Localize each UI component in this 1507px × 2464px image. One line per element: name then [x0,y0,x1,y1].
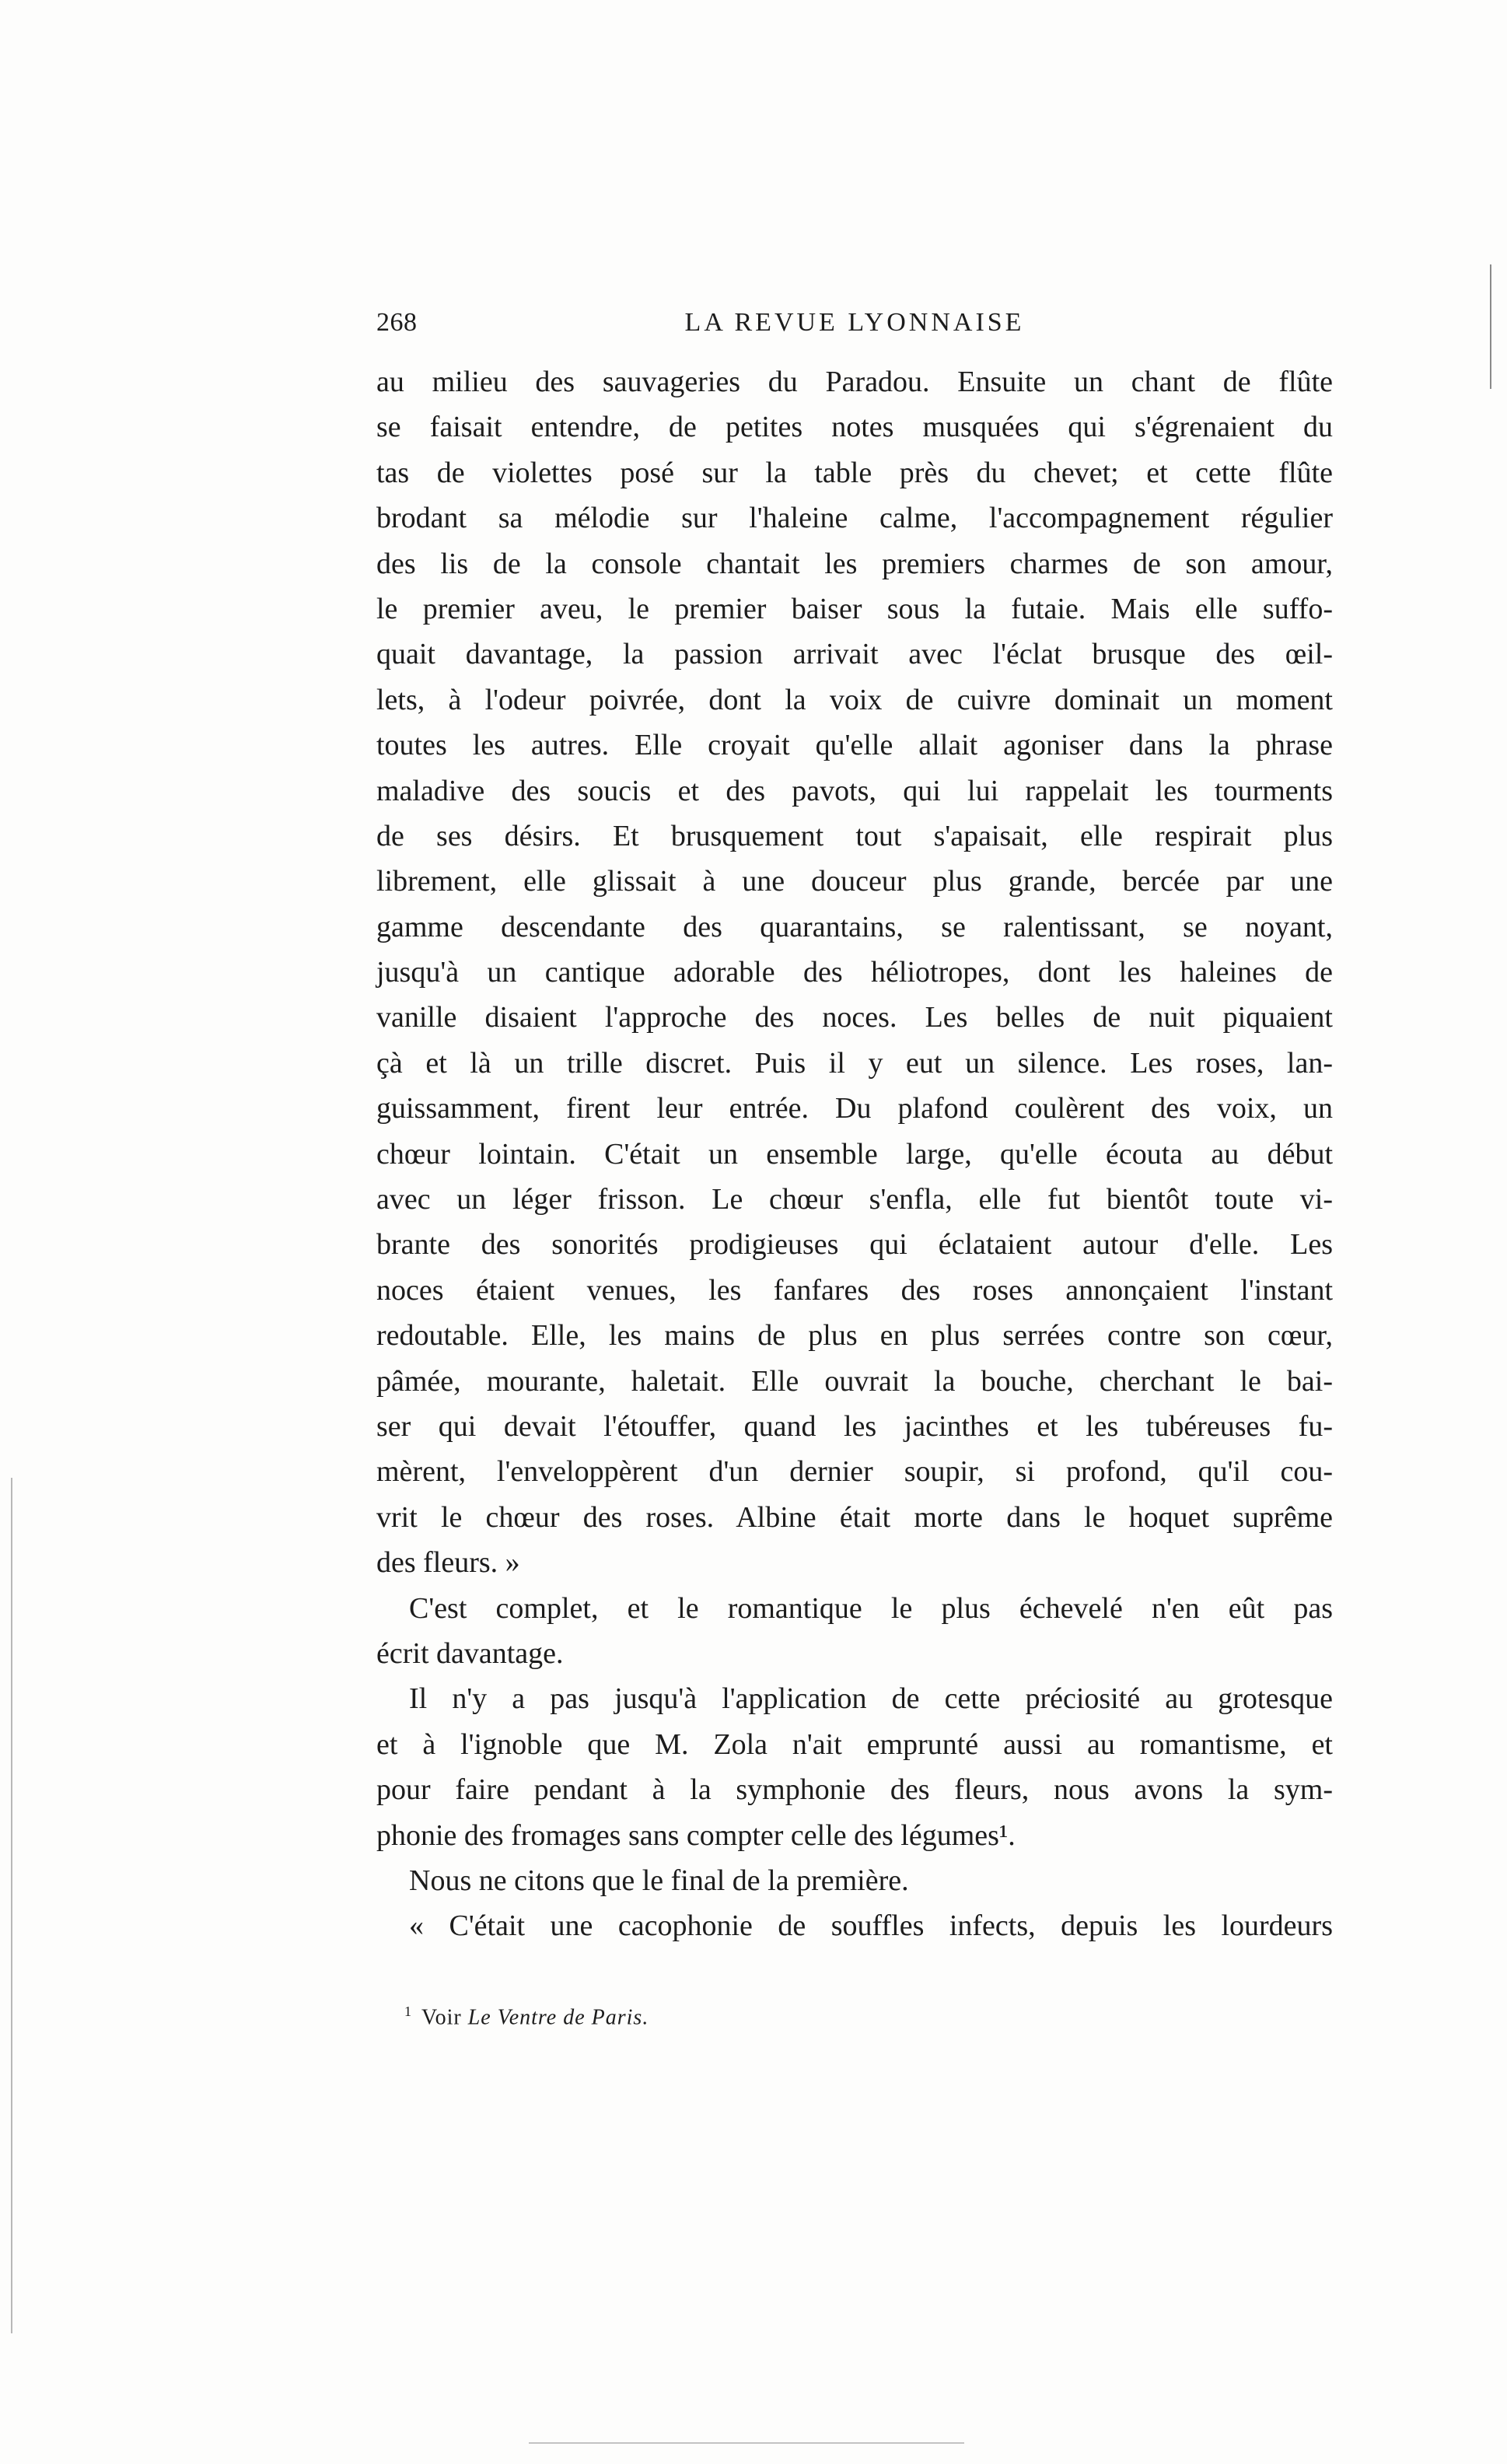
footnote-mark: 1 [404,2004,412,2019]
text-line: toutes les autres. Elle croyait qu'elle allait agoniser dans la phrase [376,729,1333,762]
text-line: maladive des soucis et des pavots, qui lui rappelait les tourments [376,774,1333,807]
text-line: lets, à l'odeur poivrée, dont la voix de cuivre dominait un moment [376,683,1333,716]
footnote [404,2004,649,2030]
text-line: des lis de la console chantait les premiers charmes de son amour, [376,547,1333,580]
text-line: chœur lointain. C'était un ensemble large, qu'elle écouta au début [376,1137,1333,1171]
text-line: brodant sa mélodie sur l'haleine calme, l'accompagnement régulier [376,502,1333,535]
text-line: jusqu'à un cantique adorable des héliotropes, dont les haleines de [376,956,1333,989]
text-line: librement, elle glissait à une douceur plus grande, bercée par une [376,865,1333,898]
text-line: « C'était une cacophonie de souffles infects, depuis les lourdeurs [409,1909,1333,1943]
text-line: de ses désirs. Et brusquement tout s'apaisait, elle respirait plus [376,819,1333,852]
text-line: écrit davantage. [376,1636,564,1670]
text-line: pâmée, mourante, haletait. Elle ouvrait la bouche, cherchant le bai- [376,1364,1333,1398]
text-line: Il n'y a pas jusqu'à l'application de cette préciosité au grotesque [409,1682,1333,1716]
text-line: redoutable. Elle, les mains de plus en plus serrées contre son cœur, [376,1319,1333,1353]
text-line: quait davantage, la passion arrivait avec l'éclat brusque des œil- [376,638,1333,671]
footnote-prefix: Voir [421,2005,462,2030]
text-line: vanille disaient l'approche des noces. Les belles de nuit piquaient [376,1001,1333,1034]
text-line: mèrent, l'enveloppèrent d'un dernier soupir, si profond, qu'il cou- [376,1455,1333,1489]
text-line: phonie des fromages sans compter celle des légumes¹. [376,1818,1016,1852]
text-line: des fleurs. » [376,1546,520,1580]
page-header [376,308,1333,347]
text-line: au milieu des sauvageries du Paradou. Ensuite un chant de flûte [376,366,1333,398]
text-line: C'est complet, et le romantique le plus échevelé n'en eût pas [409,1591,1333,1625]
text-line: çà et là un trille discret. Puis il y eut un silence. Les roses, lan- [376,1046,1333,1080]
margin-mark-right [1490,264,1491,389]
text-line: avec un léger frisson. Le chœur s'enfla, elle fut bientôt toute vi- [376,1183,1333,1216]
body-text [376,359,1333,1949]
text-line: ser qui devait l'étouffer, quand les jacinthes et les tubéreuses fu- [376,1409,1333,1443]
text-line: et à l'ignoble que M. Zola n'ait emprunté aussi au romantisme, et [376,1727,1333,1761]
text-line: le premier aveu, le premier baiser sous la futaie. Mais elle suffo- [376,592,1333,625]
text-line: guissamment, firent leur entrée. Du plafond coulèrent des voix, un [376,1092,1333,1125]
text-line: noces étaient venues, les fanfares des roses annonçaient l'instant [376,1273,1333,1307]
text-line: pour faire pendant à la symphonie des fleurs, nous avons la sym- [376,1773,1333,1807]
text-line: se faisait entendre, de petites notes musquées qui s'égrenaient du [376,411,1333,444]
text-line: Nous ne citons que le final de la première. [409,1864,909,1897]
running-title: LA REVUE LYONNAISE [684,308,1025,337]
margin-mark-bottom [529,2442,964,2444]
page-number: 268 [376,308,418,337]
text-line: brante des sonorités prodigieuses qui éclataient autour d'elle. Les [376,1228,1333,1262]
text-line: vrit le chœur des roses. Albine était morte dans le hoquet suprême [376,1500,1333,1534]
text-line: tas de violettes posé sur la table près du chevet; et cette flûte [376,456,1333,489]
footnote-title: Le Ventre de Paris. [467,2005,649,2030]
text-line: gamme descendante des quarantains, se ralentissant, se noyant, [376,910,1333,943]
margin-mark-left [11,1478,12,2333]
